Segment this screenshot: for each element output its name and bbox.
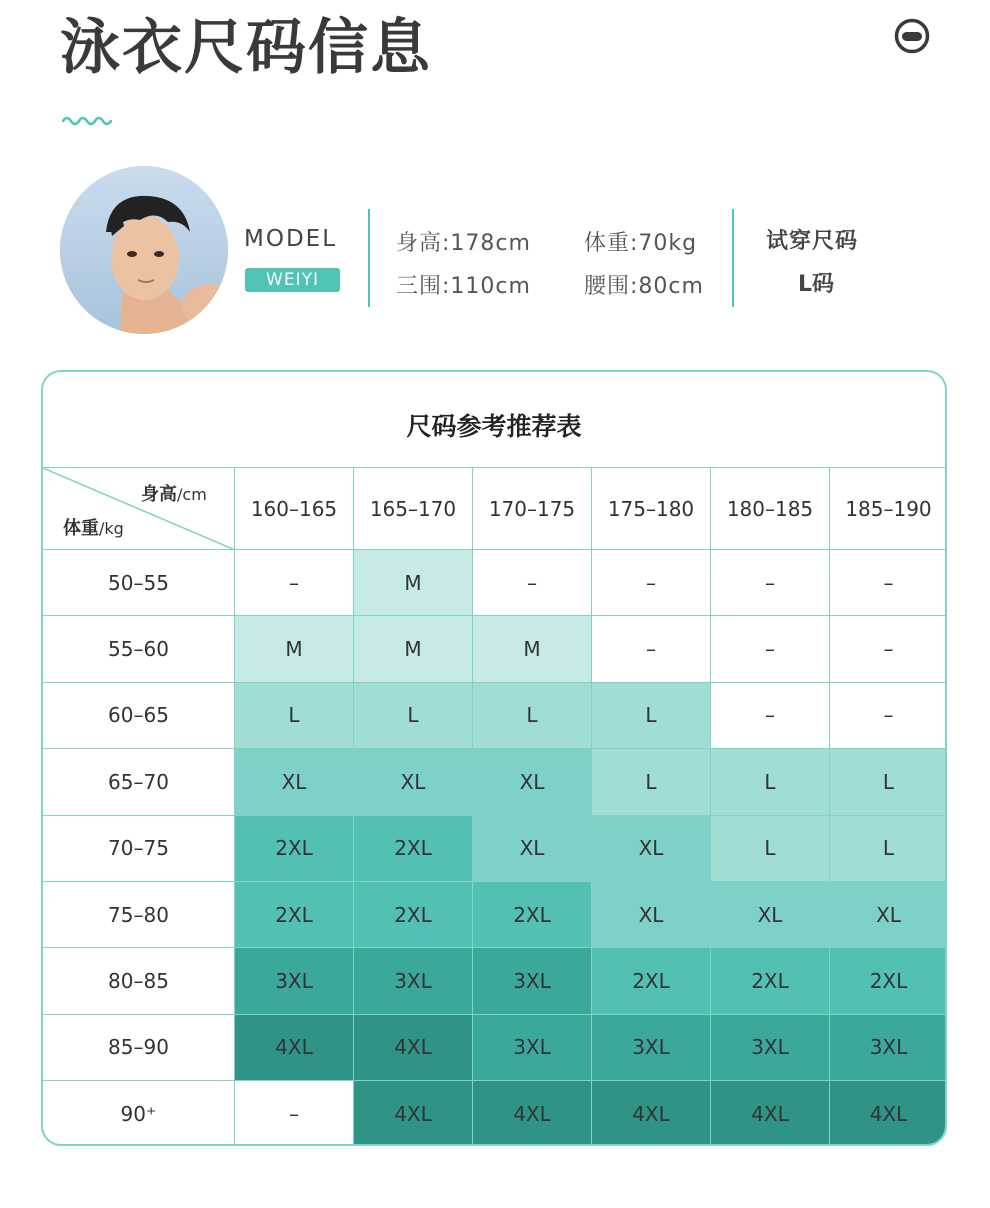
stat-weight: 体重:70kg xyxy=(584,231,698,256)
size-cell: L xyxy=(473,683,592,749)
column-header: 180–185 xyxy=(711,468,830,550)
size-cell: 3XL xyxy=(830,1015,947,1081)
size-cell: L xyxy=(592,683,711,749)
size-cell: L xyxy=(235,683,354,749)
model-name-badge: WEIYI xyxy=(245,268,340,292)
size-cell: 3XL xyxy=(473,1015,592,1081)
wave-icon xyxy=(62,112,112,126)
row-header: 70–75 xyxy=(43,816,235,882)
size-cell: M xyxy=(354,550,473,616)
row-header: 50–55 xyxy=(43,550,235,616)
size-cell: 2XL xyxy=(473,882,592,948)
size-cell: 4XL xyxy=(830,1081,947,1146)
size-cell: – xyxy=(711,616,830,682)
size-cell: L xyxy=(592,749,711,815)
size-cell: L xyxy=(830,816,947,882)
row-header: 65–70 xyxy=(43,749,235,815)
size-cell: XL xyxy=(473,749,592,815)
row-header: 90⁺ xyxy=(43,1081,235,1146)
row-header: 85–90 xyxy=(43,1015,235,1081)
row-header: 80–85 xyxy=(43,948,235,1014)
page-title: 泳衣尺码信息 xyxy=(60,13,432,83)
size-cell: XL xyxy=(354,749,473,815)
size-cell: – xyxy=(235,1081,354,1146)
size-cell: XL xyxy=(830,882,947,948)
row-header: 75–80 xyxy=(43,882,235,948)
size-cell: 2XL xyxy=(354,816,473,882)
size-cell: 3XL xyxy=(711,1015,830,1081)
row-header: 55–60 xyxy=(43,616,235,682)
size-cell: 2XL xyxy=(711,948,830,1014)
size-cell: 4XL xyxy=(235,1015,354,1081)
size-cell: – xyxy=(235,550,354,616)
size-cell: – xyxy=(830,683,947,749)
size-cell: M xyxy=(354,616,473,682)
size-cell: XL xyxy=(473,816,592,882)
corner-header-cell xyxy=(43,468,235,550)
size-cell: 2XL xyxy=(830,948,947,1014)
size-cell: M xyxy=(235,616,354,682)
size-cell: – xyxy=(473,550,592,616)
column-header: 170–175 xyxy=(473,468,592,550)
size-cell: 3XL xyxy=(592,1015,711,1081)
goggle-icon[interactable] xyxy=(894,18,930,54)
stat-bust: 三围:110cm xyxy=(396,274,531,299)
size-cell: 2XL xyxy=(592,948,711,1014)
size-cell: 3XL xyxy=(473,948,592,1014)
size-table xyxy=(41,370,947,1146)
row-header: 60–65 xyxy=(43,683,235,749)
trial-size-label: 试穿尺码 xyxy=(766,229,859,254)
size-cell: 4XL xyxy=(711,1081,830,1146)
size-cell: 3XL xyxy=(354,948,473,1014)
column-header: 185–190 xyxy=(830,468,947,550)
size-cell: L xyxy=(354,683,473,749)
size-cell: XL xyxy=(711,882,830,948)
size-cell: – xyxy=(830,616,947,682)
size-cell: M xyxy=(473,616,592,682)
column-header: 175–180 xyxy=(592,468,711,550)
size-cell: – xyxy=(711,550,830,616)
size-cell: L xyxy=(711,749,830,815)
size-cell: L xyxy=(830,749,947,815)
size-cell: XL xyxy=(592,882,711,948)
stat-height: 身高:178cm xyxy=(396,231,531,256)
size-cell: 2XL xyxy=(235,882,354,948)
size-cell: 4XL xyxy=(354,1081,473,1146)
size-cell: 4XL xyxy=(592,1081,711,1146)
table-title: 尺码参考推荐表 xyxy=(43,372,945,468)
divider xyxy=(368,209,370,307)
model-label: MODEL xyxy=(244,226,338,252)
size-cell: – xyxy=(592,550,711,616)
size-cell: 4XL xyxy=(473,1081,592,1146)
size-cell: – xyxy=(830,550,947,616)
size-cell: XL xyxy=(592,816,711,882)
model-avatar xyxy=(60,166,228,334)
corner-height-label: 身高/cm xyxy=(141,484,207,505)
column-header: 160–165 xyxy=(235,468,354,550)
size-cell: 2XL xyxy=(235,816,354,882)
stat-waist: 腰围:80cm xyxy=(584,274,704,299)
size-cell: XL xyxy=(235,749,354,815)
column-header: 165–170 xyxy=(354,468,473,550)
size-cell: – xyxy=(592,616,711,682)
divider xyxy=(732,209,734,307)
size-cell: L xyxy=(711,816,830,882)
trial-size-value: L码 xyxy=(798,272,835,297)
corner-weight-label: 体重/kg xyxy=(63,518,124,539)
size-cell: 2XL xyxy=(354,882,473,948)
size-cell: – xyxy=(711,683,830,749)
size-cell: 4XL xyxy=(354,1015,473,1081)
size-cell: 3XL xyxy=(235,948,354,1014)
